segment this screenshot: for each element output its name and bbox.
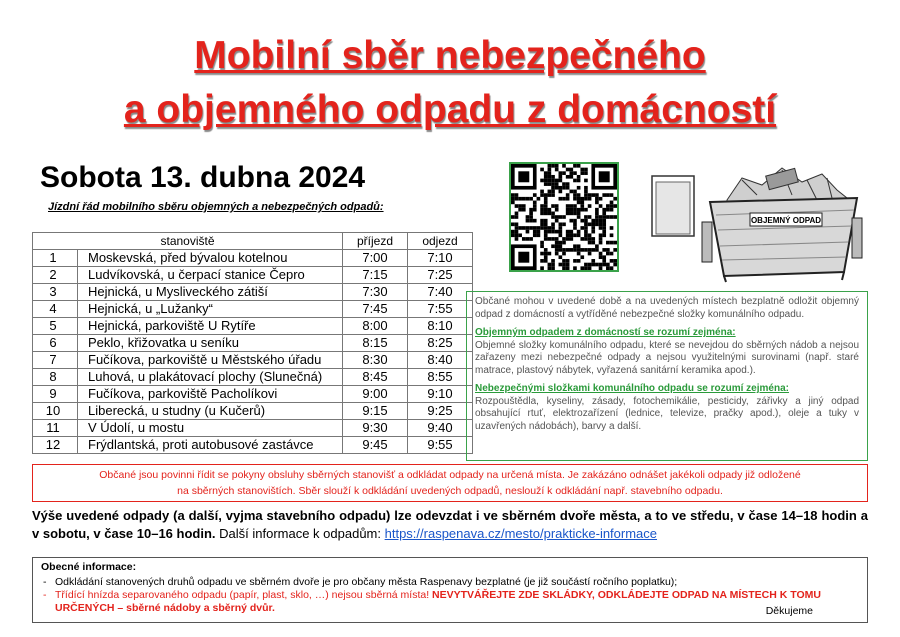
- row-departure: 8:40: [408, 352, 473, 369]
- row-location: Hejnická, u „Lužanky“: [78, 301, 343, 318]
- row-location: Luhová, u plakátovací plochy (Slunečná): [78, 369, 343, 386]
- table-row: [33, 267, 473, 284]
- qr-code-pattern: [511, 164, 617, 270]
- bulky-text: Objemné složky komunálního odpadu, které se nevejdou do sběrných nádob a nejsou zařazeny mezi nebezpečné odpady a nejsou využitelnými surovinami (např. staré matrace, plastový nábytek, vyřazená sanitární keramika apod.).: [475, 339, 859, 376]
- row-arrival: 7:15: [343, 267, 408, 284]
- container-label: OBJEMNÝ ODPAD: [750, 216, 822, 225]
- row-number: 8: [33, 369, 78, 386]
- hazardous-heading: Nebezpečnými složkami komunálního odpadu se rozumí zejména:: [475, 383, 789, 394]
- row-departure: 8:10: [408, 318, 473, 335]
- info-green-box: [466, 291, 868, 461]
- general-info-box: [32, 557, 868, 623]
- row-number: 6: [33, 335, 78, 352]
- general-item-2: - Třídící hnízda separovaného odpadu (papír, plast, sklo, …) nejsou sběrná místa! NEVYTVÁŘEJTE ZDE SKLÁDKY, ODKLÁDEJTE ODPAD NA MÍSTECH K TOMU URČENÝCH – sběrné nádoby a sběrný dvůr.: [43, 589, 821, 614]
- row-location: Fučíkova, parkoviště Pacholíkovi: [78, 386, 343, 403]
- table-row: [33, 369, 473, 386]
- red-notice-line-1: Občané jsou povinni řídit se pokyny obsluhy sběrných stanovišť a odkládat odpady na určená místa. Je zakázáno odnášet jakékoli odpady již odložené: [99, 469, 801, 481]
- table-row: [33, 403, 473, 420]
- info-link[interactable]: https://raspenava.cz/mesto/prakticke-informace: [384, 526, 658, 541]
- collection-yard-hours: Výše uvedené odpady (a další, vyjma stavebního odpadu) lze odevzdat i ve sběrném dvoře města, a to ve středu, v čase 14–18 hodin a v sobotu, v čase 10–16 hodin.: [32, 508, 868, 541]
- row-number: 4: [33, 301, 78, 318]
- row-number: 11: [33, 420, 78, 437]
- schedule-subtitle: Jízdní řád mobilního sběru objemných a nebezpečných odpadů:: [48, 201, 384, 213]
- bulky-heading: Objemným odpadem z domácností se rozumí zejména:: [475, 327, 736, 338]
- title-line-1: Mobilní sběr nebezpečného: [194, 34, 706, 77]
- row-number: 3: [33, 284, 78, 301]
- table-row: [33, 284, 473, 301]
- row-departure: 7:25: [408, 267, 473, 284]
- row-departure: 7:10: [408, 250, 473, 267]
- red-notice-box: [32, 464, 868, 502]
- row-departure: 9:10: [408, 386, 473, 403]
- row-location: Moskevská, před bývalou kotelnou: [78, 250, 343, 267]
- qr-code[interactable]: [509, 162, 619, 272]
- general-item-2-text: Třídící hnízda separovaného odpadu (papír, plast, sklo, …) nejsou sběrná místa!: [55, 589, 430, 601]
- general-item-1-text: Odkládání stanovených druhů odpadu ve sběrném dvoře je pro občany města Raspenavy bezplatné (je již součástí ročního poplatku);: [55, 576, 678, 588]
- row-number: 1: [33, 250, 78, 267]
- row-arrival: 9:00: [343, 386, 408, 403]
- row-departure: 7:40: [408, 284, 473, 301]
- row-departure: 7:55: [408, 301, 473, 318]
- row-arrival: 7:30: [343, 284, 408, 301]
- thanks-text: Děkujeme: [765, 605, 813, 617]
- table-row: [33, 318, 473, 335]
- bulky-waste-container-illustration: [632, 160, 867, 285]
- table-row: [33, 335, 473, 352]
- collection-yard-info: [32, 507, 868, 543]
- row-number: 2: [33, 267, 78, 284]
- table-row: [33, 437, 473, 454]
- table-row: [33, 386, 473, 403]
- row-location: Peklo, křižovatka u seníku: [78, 335, 343, 352]
- header-location: stanoviště: [33, 233, 343, 250]
- row-number: 12: [33, 437, 78, 454]
- schedule-table: [32, 232, 473, 454]
- title-line-2: a objemného odpadu z domácností: [123, 88, 777, 131]
- row-location: Fučíkova, parkoviště u Městského úřadu: [78, 352, 343, 369]
- hazardous-text: Rozpouštědla, kyseliny, zásady, fotochemikálie, pesticidy, zářivky a jiný odpad obsahující rtuť, elektrozařízení (lednice, televize, pračky apod.), oleje a tuky v uzavřených nádobách), barvy a další.: [475, 395, 859, 432]
- table-row: [33, 420, 473, 437]
- green-intro: Občané mohou v uvedené době a na uvedených místech bezplatně odložit objemný odpad z domácností a vytříděné nebezpečné složky komunálního odpadu.: [475, 296, 859, 320]
- row-departure: 9:55: [408, 437, 473, 454]
- row-arrival: 9:30: [343, 420, 408, 437]
- red-notice-line-2: na sběrných stanovištích. Sběr slouží k odkládání uvedených odpadů, neslouží k odkládání např. stavebního odpadu.: [177, 485, 723, 497]
- row-location: Hejnická, parkoviště U Rytíře: [78, 318, 343, 335]
- row-number: 7: [33, 352, 78, 369]
- event-date: Sobota 13. dubna 2024: [40, 161, 366, 194]
- row-location: Hejnická, u Mysliveckého zátiší: [78, 284, 343, 301]
- row-location: Ludvíkovská, u čerpací stanice Čepro: [78, 267, 343, 284]
- general-heading: Obecné informace:: [41, 561, 137, 573]
- row-number: 10: [33, 403, 78, 420]
- row-location: Liberecká, u studny (u Kučerů): [78, 403, 343, 420]
- row-arrival: 9:15: [343, 403, 408, 420]
- table-row: [33, 250, 473, 267]
- row-arrival: 9:45: [343, 437, 408, 454]
- schedule-header-row: [33, 233, 473, 250]
- table-row: [33, 301, 473, 318]
- row-departure: 8:55: [408, 369, 473, 386]
- row-departure: 8:25: [408, 335, 473, 352]
- row-number: 5: [33, 318, 78, 335]
- header-arrival: příjezd: [343, 233, 408, 250]
- general-item-1: - Odkládání stanovených druhů odpadu ve sběrném dvoře je pro občany města Raspenavy bezplatné (je již součástí ročního poplatku);: [43, 576, 678, 588]
- general-item-2-warning: NEVYTVÁŘEJTE ZDE SKLÁDKY, ODKLÁDEJTE ODPAD NA MÍSTECH K TOMU URČENÝCH – sběrné nádoby a sběrný dvůr.: [55, 589, 821, 614]
- row-arrival: 7:45: [343, 301, 408, 318]
- more-info-label: Další informace k odpadům:: [219, 526, 381, 541]
- row-location: Frýdlantská, proti autobusové zastávce: [78, 437, 343, 454]
- row-arrival: 8:30: [343, 352, 408, 369]
- row-arrival: 8:00: [343, 318, 408, 335]
- table-row: [33, 352, 473, 369]
- row-arrival: 7:00: [343, 250, 408, 267]
- row-location: V Údolí, u mostu: [78, 420, 343, 437]
- row-departure: 9:25: [408, 403, 473, 420]
- header-departure: odjezd: [408, 233, 473, 250]
- row-departure: 9:40: [408, 420, 473, 437]
- row-arrival: 8:45: [343, 369, 408, 386]
- row-arrival: 8:15: [343, 335, 408, 352]
- row-number: 9: [33, 386, 78, 403]
